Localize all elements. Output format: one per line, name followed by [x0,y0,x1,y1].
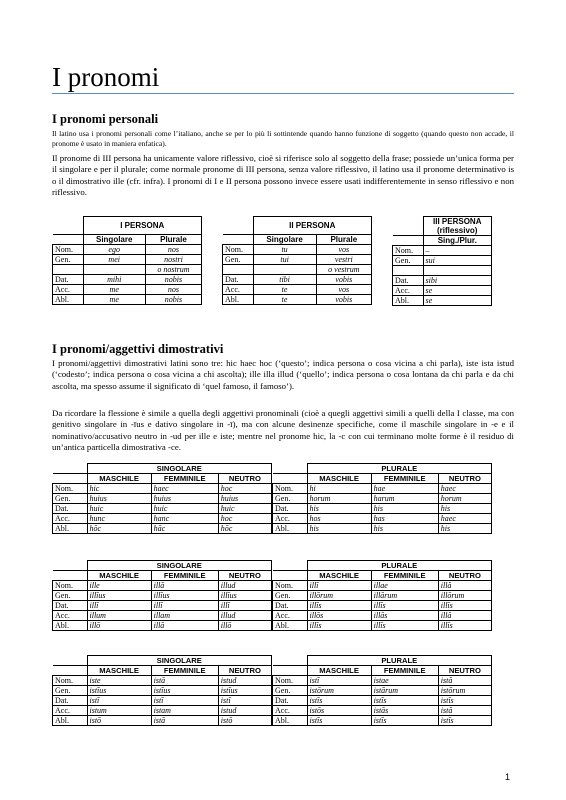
table-row [393,286,492,296]
form-cell: horum [307,494,371,504]
col-header: Singolare [253,235,316,245]
case-label: Dat. [53,275,84,285]
form-cell: istă [438,676,491,686]
case-label: Abl. [53,524,88,534]
case-label: Gen. [273,686,308,696]
case-label: Dat. [53,601,88,611]
case-label: Dat. [53,696,88,706]
table-row [53,581,272,591]
table-row [53,601,272,611]
table-row [273,611,492,621]
form-cell: istīs [438,716,491,726]
table-row [53,484,272,494]
singular-declension-table [52,560,272,631]
form-cell: hae [371,484,438,494]
case-label: Dat. [273,601,308,611]
col-header: Sing./Plur. [423,236,492,246]
form-cell: illīus [151,591,218,601]
form-cell: his [371,504,438,514]
table-row [53,591,272,601]
form-cell: istī [87,696,151,706]
gender-header: MASCHILE [87,571,151,581]
form-cell: istă [438,706,491,716]
form-cell: hōc [87,524,151,534]
gender-header: MASCHILE [307,474,371,484]
form-cell: istīs [307,696,371,706]
table-row [53,514,272,524]
gender-header: FEMMINILE [151,474,218,484]
form-cell: istī [307,676,371,686]
case-label: Acc. [53,611,88,621]
table-row [223,295,372,305]
case-label: Dat. [273,504,308,514]
table-row [223,255,372,265]
form-cell: illam [151,611,218,621]
table-row [53,255,202,265]
form-cell: istă [151,676,218,686]
gender-header: FEMMINILE [151,666,218,676]
form-cell: his [438,524,491,534]
form-cell: illī [307,581,371,591]
form-cell: illud [218,611,271,621]
form-cell: tu [253,245,316,255]
table-title: II PERSONA [253,217,372,235]
case-label: Abl. [273,716,308,726]
case-label: Gen. [273,494,308,504]
form-cell: his [438,504,491,514]
table-row [53,696,272,706]
col-header: Singolare [83,235,145,245]
form-cell: te [253,295,316,305]
number-header: PLURALE [307,464,492,474]
case-label: Abl. [273,621,308,631]
form-cell: istās [371,706,438,716]
form-cell: illōs [307,611,371,621]
form-cell: illō [218,621,271,631]
gender-header: MASCHILE [307,666,371,676]
form-cell: illā [151,621,218,631]
plural-declension-table [272,463,492,534]
form-cell: istōrum [438,686,491,696]
table-row [223,245,372,255]
form-cell: huius [218,494,271,504]
case-label: Dat. [223,275,254,285]
form-cell: his [371,524,438,534]
table-row [273,484,492,494]
form-cell: huius [151,494,218,504]
form-cell: istī [151,696,218,706]
table-row [53,686,272,696]
table-row [393,266,492,276]
case-label: Abl. [53,716,88,726]
form-cell: istam [151,706,218,716]
form-cell: has [371,514,438,524]
case-label [393,266,424,276]
case-label: Acc. [393,286,424,296]
case-label: Nom. [53,581,88,591]
col-header: Plurale [145,235,201,245]
gender-header: FEMMINILE [371,666,438,676]
form-cell: illīs [371,601,438,611]
form-cell: illīs [371,621,438,631]
table-title: III PERSONA (riflessivo) [423,217,492,236]
form-cell: illārum [371,591,438,601]
form-cell: hōc [218,524,271,534]
form-cell: vobis [316,275,371,285]
table-row [53,504,272,514]
gender-header: MASCHILE [307,571,371,581]
table-row [53,611,272,621]
form-cell: illī [87,601,151,611]
form-cell: o vestrum [316,265,371,275]
form-cell: haec [438,484,491,494]
case-label: Acc. [273,706,308,716]
case-label: Nom. [53,484,88,494]
table-second-person [222,216,372,305]
table-row [53,676,272,686]
case-label: Nom. [273,581,308,591]
case-label [53,265,84,275]
plural-declension-table [272,655,492,726]
form-cell: harum [371,494,438,504]
form-cell: istud [218,706,271,716]
case-label: Abl. [223,295,254,305]
form-cell: hanc [151,514,218,524]
form-cell: illīus [218,591,271,601]
table-row [273,621,492,631]
form-cell: istārum [371,686,438,696]
form-cell: istīs [371,716,438,726]
form-cell: ille [87,581,151,591]
table-row [273,591,492,601]
form-cell: illās [371,611,438,621]
form-cell: istōrum [307,686,371,696]
form-cell: nostri [145,255,201,265]
form-cell: illum [87,611,151,621]
form-cell: vos [316,245,371,255]
number-header: SINGOLARE [87,656,272,666]
table-row [53,265,202,275]
number-header: PLURALE [307,561,492,571]
case-label: Acc. [53,285,84,295]
form-cell: illīs [438,601,491,611]
form-cell: haec [438,514,491,524]
table-row [53,716,272,726]
form-cell: istum [87,706,151,716]
plural-declension-table [272,560,492,631]
number-header: SINGOLARE [87,561,272,571]
form-cell [253,265,316,275]
table-row [273,696,492,706]
form-cell: istō [218,716,271,726]
form-cell: hi [307,484,371,494]
form-cell: illī [151,601,218,611]
gender-header: NEUTRO [218,666,271,676]
form-cell: illīs [307,601,371,611]
demonstratives-paragraph: I pronomi/aggettivi dimostrativi latini sono tre: hic haec hoc (‘questo’; indica persona o cosa vicina a chi parla), iste ista istud (‘codesto’; indica persona o cosa vicina a chi ascolta); ille illa illud (‘quello’; indica persona o cosa lontana da chi parla e da chi ascolta, ma spesso assume il significato di ‘quel famoso, il famoso’). [52,358,514,391]
form-cell: nos [145,245,201,255]
form-cell: mihi [83,275,145,285]
table-row [53,494,272,504]
form-cell [423,266,492,276]
section-heading-demonstratives: I pronomi/aggettivi dimostrativi [52,342,224,356]
case-label: Nom. [393,246,424,256]
form-cell: huic [151,504,218,514]
gender-header: NEUTRO [218,474,271,484]
form-cell: vobis [316,295,371,305]
form-cell: illă [438,611,491,621]
reflexive-paragraph: Il pronome di III persona ha unicamente valore riflessivo, cioè si riferisce solo al soggetto della frase; possiede un’unica forma per il singolare e per il plurale; come normale pronome di III persona, senza valore riflessivo, il latino usa il pronome determinativo is o il dimostrativo ille (cfr. infra). I pronomi di I e II persona possono invece essere usati indifferentemente in senso riflessivo e non riflessivo. [52,153,514,198]
gender-header: MASCHILE [87,666,151,676]
table-row [53,245,202,255]
form-cell: his [307,504,371,514]
form-cell: nobis [145,295,201,305]
table-row [53,275,202,285]
form-cell: illīs [307,621,371,631]
case-label: Acc. [53,514,88,524]
form-cell: o nostrum [145,265,201,275]
table-row [53,524,272,534]
form-cell: vestri [316,255,371,265]
table-row [53,621,272,631]
table-row [223,285,372,295]
case-label: Acc. [53,706,88,716]
table-row [53,295,202,305]
case-label: Gen. [273,591,308,601]
case-label: Nom. [273,484,308,494]
form-cell: ego [83,245,145,255]
gender-header: FEMMINILE [151,571,218,581]
form-cell: istōs [307,706,371,716]
form-cell: nos [145,285,201,295]
case-label: Gen. [53,686,88,696]
form-cell: illō [87,621,151,631]
singular-declension-table [52,655,272,726]
case-label: Nom. [53,676,88,686]
form-cell: illīus [87,591,151,601]
form-cell: nobis [145,275,201,285]
form-cell: te [253,285,316,295]
form-cell: istīus [151,686,218,696]
form-cell: istīs [307,716,371,726]
form-cell: se [423,286,492,296]
table-row [273,494,492,504]
form-cell: hic [87,484,151,494]
form-cell: sibi [423,276,492,286]
form-cell: vos [316,285,371,295]
col-header: Plurale [316,235,371,245]
table-row [273,524,492,534]
form-cell: haec [151,484,218,494]
gender-header: NEUTRO [438,666,491,676]
case-label: Gen. [53,494,88,504]
case-label: Gen. [393,256,424,266]
form-cell: huic [218,504,271,514]
table-row [273,716,492,726]
form-cell: hoc [218,514,271,524]
case-label: Abl. [53,621,88,631]
form-cell: sui [423,256,492,266]
title-rule [52,93,514,94]
table-row [273,601,492,611]
form-cell: istīus [87,686,151,696]
form-cell: istā [151,716,218,726]
gender-header: FEMMINILE [371,571,438,581]
case-label: Nom. [53,245,84,255]
case-label: Acc. [273,514,308,524]
intro-note: Il latino usa i pronomi personali come l’italiano, anche se per lo più li sottintende quando hanno funzione di soggetto (quando questo non accade, il pronome è usato in maniera enfatica). [52,129,514,148]
form-cell: me [83,285,145,295]
gender-header: FEMMINILE [371,474,438,484]
form-cell: illă [151,581,218,591]
form-cell: huius [87,494,151,504]
table-third-person [392,216,492,306]
form-cell: mei [83,255,145,265]
form-cell: tibi [253,275,316,285]
case-label: Gen. [53,255,84,265]
table-row [53,706,272,716]
table-row [223,275,372,285]
gender-header: NEUTRO [438,474,491,484]
form-cell: illae [371,581,438,591]
case-label: Abl. [273,524,308,534]
page-number: 1 [505,772,511,782]
form-cell: istīs [438,696,491,706]
table-row [393,296,492,306]
table-row [393,246,492,256]
case-label: Acc. [273,611,308,621]
case-label: Abl. [53,295,84,305]
form-cell: hāc [151,524,218,534]
form-cell [83,265,145,275]
table-row [273,676,492,686]
inflection-paragraph: Da ricordare la flessione è simile a quella degli aggettivi pronominali (cioè a quegli aggettivi simili a quelli della I classe, ma con genitivo singolare in -īus e dativo singolare in -ī), ma con alcune desinenze specifiche, come il maschile singolare in -e e il nominativo/accusativo neutro in -ud per ille e iste; mentre nel pronome hic, la -c con cui terminano molte forme è il residuo di un’antica particella dimostrativa -ce. [52,408,514,453]
form-cell: hoc [218,484,271,494]
form-cell: me [83,295,145,305]
form-cell: illă [438,581,491,591]
table-title: I PERSONA [83,217,202,235]
form-cell: illīs [438,621,491,631]
form-cell: iste [87,676,151,686]
page-title: I pronomi [52,62,160,92]
number-header: PLURALE [307,656,492,666]
table-row [273,581,492,591]
gender-header: NEUTRO [218,571,271,581]
form-cell: huic [87,504,151,514]
table-row [273,504,492,514]
form-cell: istī [218,696,271,706]
form-cell: se [423,296,492,306]
case-label: Dat. [273,696,308,706]
form-cell: illōrum [438,591,491,601]
form-cell: istō [87,716,151,726]
form-cell: illōrum [307,591,371,601]
case-label: Dat. [393,276,424,286]
table-first-person [52,216,202,305]
form-cell: istīs [371,696,438,706]
number-header: SINGOLARE [87,464,272,474]
table-row [53,285,202,295]
case-label: Acc. [223,285,254,295]
case-label: Nom. [273,676,308,686]
case-label [223,265,254,275]
form-cell: illī [218,601,271,611]
table-row [393,276,492,286]
form-cell: horum [438,494,491,504]
form-cell: istīus [218,686,271,696]
table-row [273,514,492,524]
form-cell: tui [253,255,316,265]
form-cell: istud [218,676,271,686]
form-cell: illud [218,581,271,591]
case-label: Gen. [53,591,88,601]
section-heading-personal: I pronomi personali [52,112,159,126]
form-cell: his [307,524,371,534]
case-label: Abl. [393,296,424,306]
case-label: Nom. [223,245,254,255]
form-cell: hos [307,514,371,524]
table-row [393,256,492,266]
form-cell: istae [371,676,438,686]
singular-declension-table [52,463,272,534]
gender-header: MASCHILE [87,474,151,484]
gender-header: NEUTRO [438,571,491,581]
table-row [273,706,492,716]
form-cell: hunc [87,514,151,524]
form-cell: – [423,246,492,256]
table-row [273,686,492,696]
case-label: Gen. [223,255,254,265]
table-row [223,265,372,275]
case-label: Dat. [53,504,88,514]
